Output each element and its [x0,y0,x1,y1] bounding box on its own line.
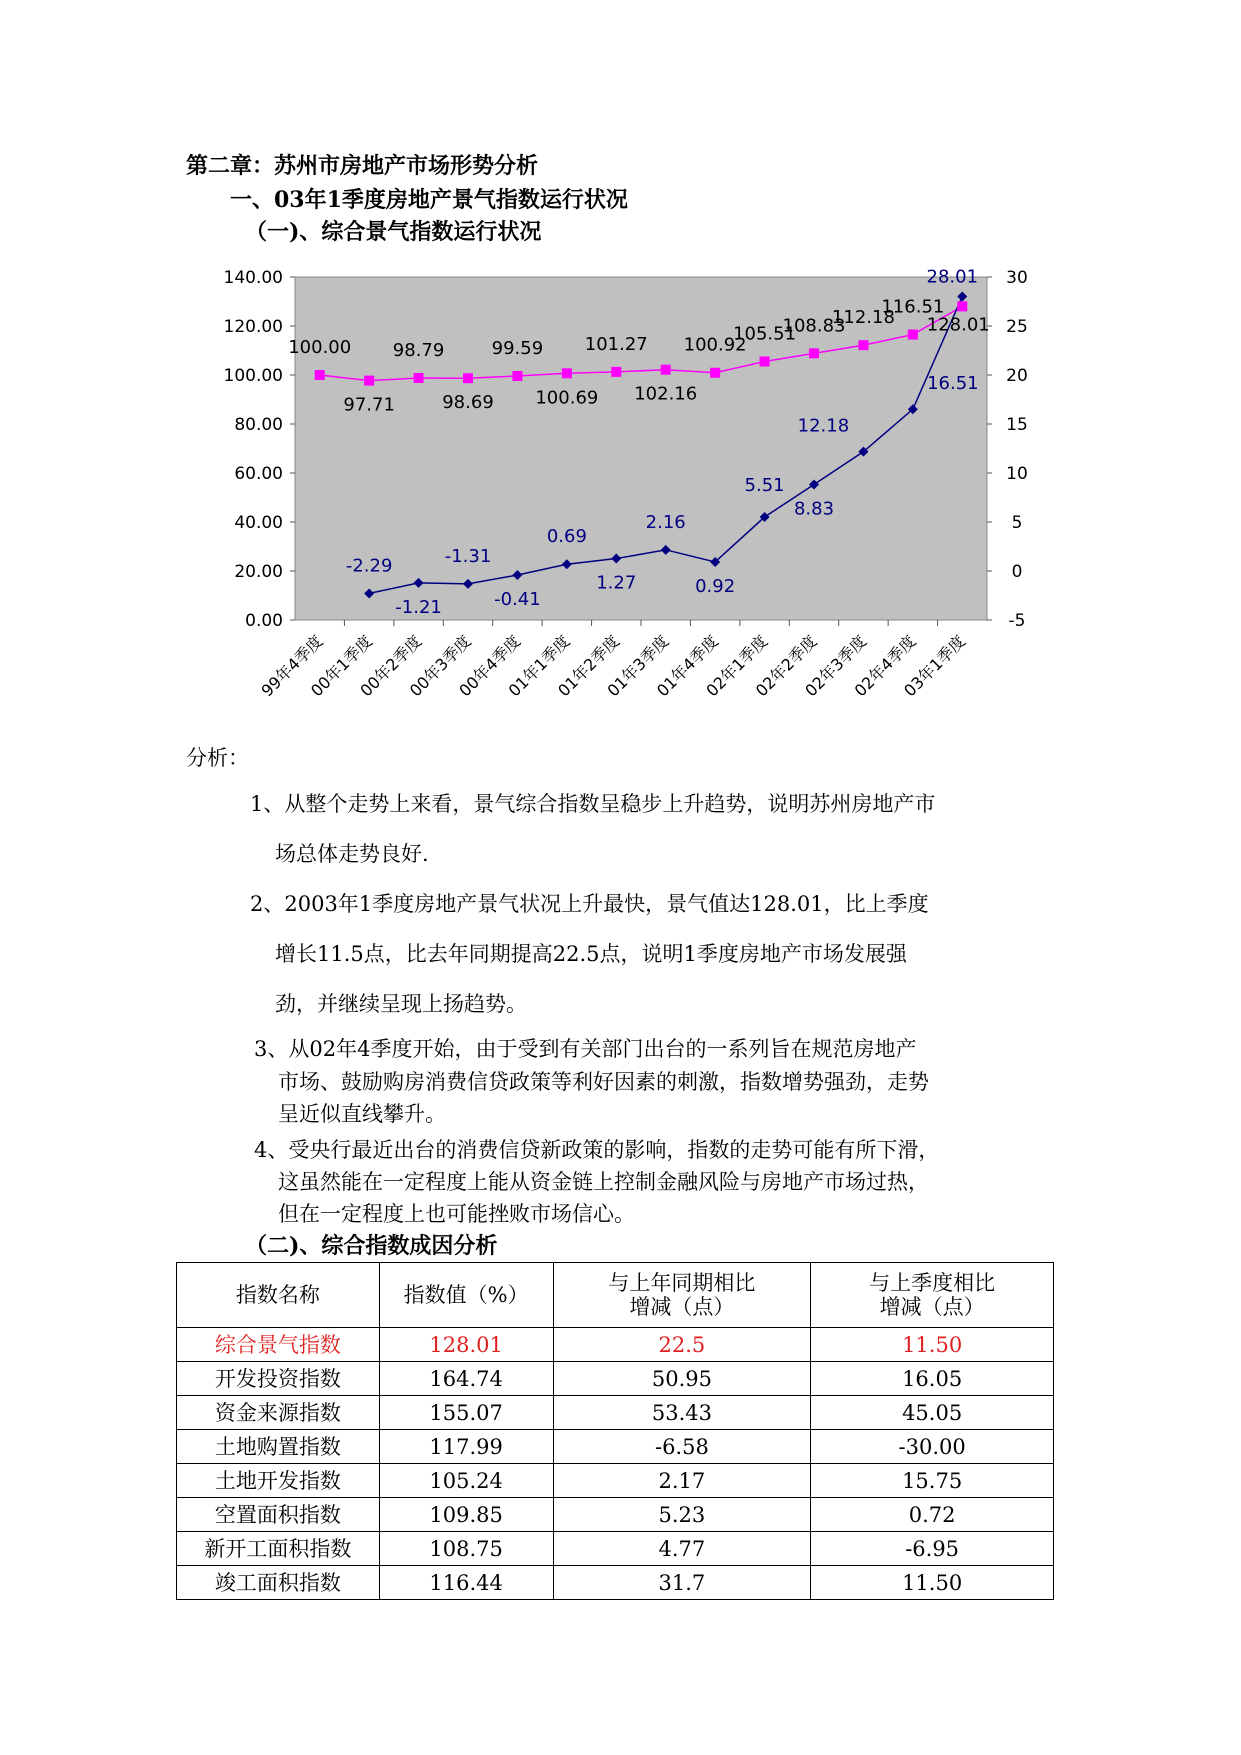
cell-yoy: 22.5 [553,1328,811,1362]
composite-data-label: 101.27 [584,333,648,355]
cell-name: 土地开发指数 [177,1464,380,1498]
x-tick-label: 01年4季度 [652,631,722,701]
analysis-line-6: 3、从02年4季度开始，由于受到有关部门出台的一系列旨在规范房地产 [254,1037,917,1061]
composite-data-label: 128.01 [926,314,990,336]
analysis-line-2: 场总体走势良好. [275,842,429,866]
table-row [177,1464,1054,1498]
header-yoy: 与上年同期相比 增减（点） [553,1263,811,1328]
table-row [177,1532,1054,1566]
cell-name: 空置面积指数 [177,1498,380,1532]
yoy-data-label: 5.51 [744,475,785,497]
x-tick-label: 00年3季度 [405,631,475,701]
composite-marker [661,365,671,375]
cell-name: 新开工面积指数 [177,1532,380,1566]
composite-marker [463,373,473,383]
composite-data-label: 108.83 [782,315,846,337]
x-tick-label: 01年3季度 [603,631,673,701]
composite-data-label: 100.00 [288,337,352,358]
cell-qoq: -30.00 [811,1430,1054,1464]
analysis-line-5: 劲，并继续呈现上扬趋势。 [275,992,527,1016]
cell-name: 资金来源指数 [177,1396,380,1430]
yoy-data-label: 12.18 [797,415,850,437]
composite-data-label: 112.18 [831,307,895,329]
x-tick-label: 01年1季度 [504,631,574,701]
cell-qoq: -6.95 [811,1532,1054,1566]
table-header-row [177,1263,1054,1328]
x-tick-label: 99年4季度 [257,631,327,701]
y-right-tick-label: -5 [1008,611,1026,631]
cell-name: 土地购置指数 [177,1430,380,1464]
composite-marker [562,368,572,378]
y-left-tick-label: 140.00 [223,268,283,288]
plot-area [295,277,987,620]
composite-marker [315,370,325,380]
chapter-title: 第二章：苏州市房地产市场形势分析 [186,153,539,179]
yoy-data-label: 0.69 [546,526,587,548]
cell-yoy: 4.77 [553,1532,811,1566]
header-value: 指数值（%） [379,1263,553,1328]
cell-qoq: 15.75 [811,1464,1054,1498]
y-left-tick-label: 100.00 [223,366,283,386]
cell-qoq: 11.50 [811,1328,1054,1362]
analysis-line-9: 4、受央行最近出台的消费信贷新政策的影响，指数的走势可能有所下滑， [254,1138,940,1162]
cell-value: 155.07 [379,1396,553,1430]
yoy-data-label: 28.01 [926,266,979,288]
cell-qoq: 11.50 [811,1566,1054,1600]
composite-data-label: 100.69 [535,387,599,409]
cell-value: 116.44 [379,1566,553,1600]
x-tick-label: 02年3季度 [801,631,871,701]
x-tick-label: 02年4季度 [850,631,920,701]
header-qoq: 与上季度相比 增减（点） [811,1263,1054,1328]
composite-data-label: 98.79 [392,339,445,361]
cell-qoq: 0.72 [811,1498,1054,1532]
composite-data-label: 97.71 [343,394,395,416]
table-row [177,1566,1054,1600]
index-table [176,1262,1054,1600]
y-right-tick-label: 20 [1006,366,1028,386]
composite-data-label: 105.51 [733,323,797,345]
yoy-data-label: 1.27 [596,572,637,594]
cell-value: 108.75 [379,1532,553,1566]
composite-data-label: 102.16 [634,383,698,405]
composite-marker [760,357,770,367]
cell-yoy: 31.7 [553,1566,811,1600]
composite-marker [809,348,819,358]
subsection-title-1: （一)、综合景气指数运行状况 [245,219,542,245]
section-title: 一、03年1季度房地产景气指数运行状况 [230,187,628,213]
x-tick-label: 01年2季度 [554,631,624,701]
y-right-tick-label: 0 [1011,562,1023,582]
grid-lines [344,620,937,626]
analysis-line-7: 市场、鼓励购房消费信贷政策等利好因素的刺激，指数增势强劲，走势 [278,1070,929,1094]
composite-data-label: 98.69 [442,392,494,414]
composite-marker [957,301,967,311]
composite-data-label: 116.51 [881,296,945,318]
cell-value: 128.01 [379,1328,553,1362]
cell-name: 竣工面积指数 [177,1566,380,1600]
index-line-chart [205,262,1028,732]
yoy-data-label: 8.83 [793,498,835,520]
yoy-data-label: -1.31 [444,545,492,567]
composite-data-label: 99.59 [491,338,544,360]
x-tick-label: 02年2季度 [751,631,821,701]
y-left-tick-label: 80.00 [234,415,283,435]
y-left-tick-label: 0.00 [245,611,283,631]
x-tick-label: 03年1季度 [900,631,970,701]
y-right-tick-label: 30 [1006,268,1028,288]
composite-marker [611,367,621,377]
y-right-tick-label: 15 [1006,415,1028,435]
y-right-tick-label: 5 [1011,513,1023,533]
cell-yoy: -6.58 [553,1430,811,1464]
x-tick-label: 02年1季度 [702,631,772,701]
analysis-line-8: 呈近似直线攀升。 [278,1102,446,1126]
table-row [177,1430,1054,1464]
yoy-data-label: 2.16 [645,511,686,533]
x-tick-label: 00年1季度 [306,631,376,701]
composite-marker [414,373,424,383]
subsection-title-2: （二)、综合指数成因分析 [245,1233,498,1259]
table-row [177,1498,1054,1532]
composite-data-label: 100.92 [683,334,747,356]
yoy-data-label: 16.51 [927,373,979,395]
y-left-tick-label: 120.00 [223,317,283,337]
table-row [177,1362,1054,1396]
cell-yoy: 50.95 [553,1362,811,1396]
yoy-data-label: 0.92 [695,575,736,597]
composite-marker [512,371,522,381]
y-left-tick-label: 40.00 [234,513,283,533]
cell-yoy: 53.43 [553,1396,811,1430]
composite-marker [858,340,868,350]
yoy-data-label: -1.21 [395,596,442,618]
cell-yoy: 5.23 [553,1498,811,1532]
y-right-tick-label: 25 [1006,317,1028,337]
analysis-line-11: 但在一定程度上也可能挫败市场信心。 [278,1202,635,1226]
analysis-line-3: 2、2003年1季度房地产景气状况上升最快，景气值达128.01，比上季度 [250,892,929,916]
yoy-data-label: -2.29 [345,555,393,577]
analysis-line-1: 1、从整个走势上来看，景气综合指数呈稳步上升趋势，说明苏州房地产市 [250,792,936,816]
y-left-tick-label: 20.00 [234,562,283,582]
cell-value: 117.99 [379,1430,553,1464]
x-tick-label: 00年4季度 [455,631,525,701]
analysis-label: 分析： [186,746,249,770]
table-row [177,1396,1054,1430]
cell-qoq: 16.05 [811,1362,1054,1396]
analysis-line-10: 这虽然能在一定程度上能从资金链上控制金融风险与房地产市场过热， [278,1170,929,1194]
cell-name: 开发投资指数 [177,1362,380,1396]
cell-yoy: 2.17 [553,1464,811,1498]
x-tick-label: 00年2季度 [356,631,426,701]
y-right-tick-label: 10 [1006,464,1028,484]
cell-name: 综合景气指数 [177,1328,380,1362]
cell-value: 164.74 [379,1362,553,1396]
header-name: 指数名称 [177,1263,380,1328]
composite-marker [908,330,918,340]
table-row [177,1328,1054,1362]
composite-marker [710,368,720,378]
cell-qoq: 45.05 [811,1396,1054,1430]
analysis-line-4: 增长11.5点，比去年同期提高22.5点，说明1季度房地产市场发展强 [275,942,907,966]
composite-marker [364,376,374,386]
yoy-data-label: -0.41 [494,589,541,611]
cell-value: 109.85 [379,1498,553,1532]
cell-value: 105.24 [379,1464,553,1498]
y-left-tick-label: 60.00 [234,464,283,484]
